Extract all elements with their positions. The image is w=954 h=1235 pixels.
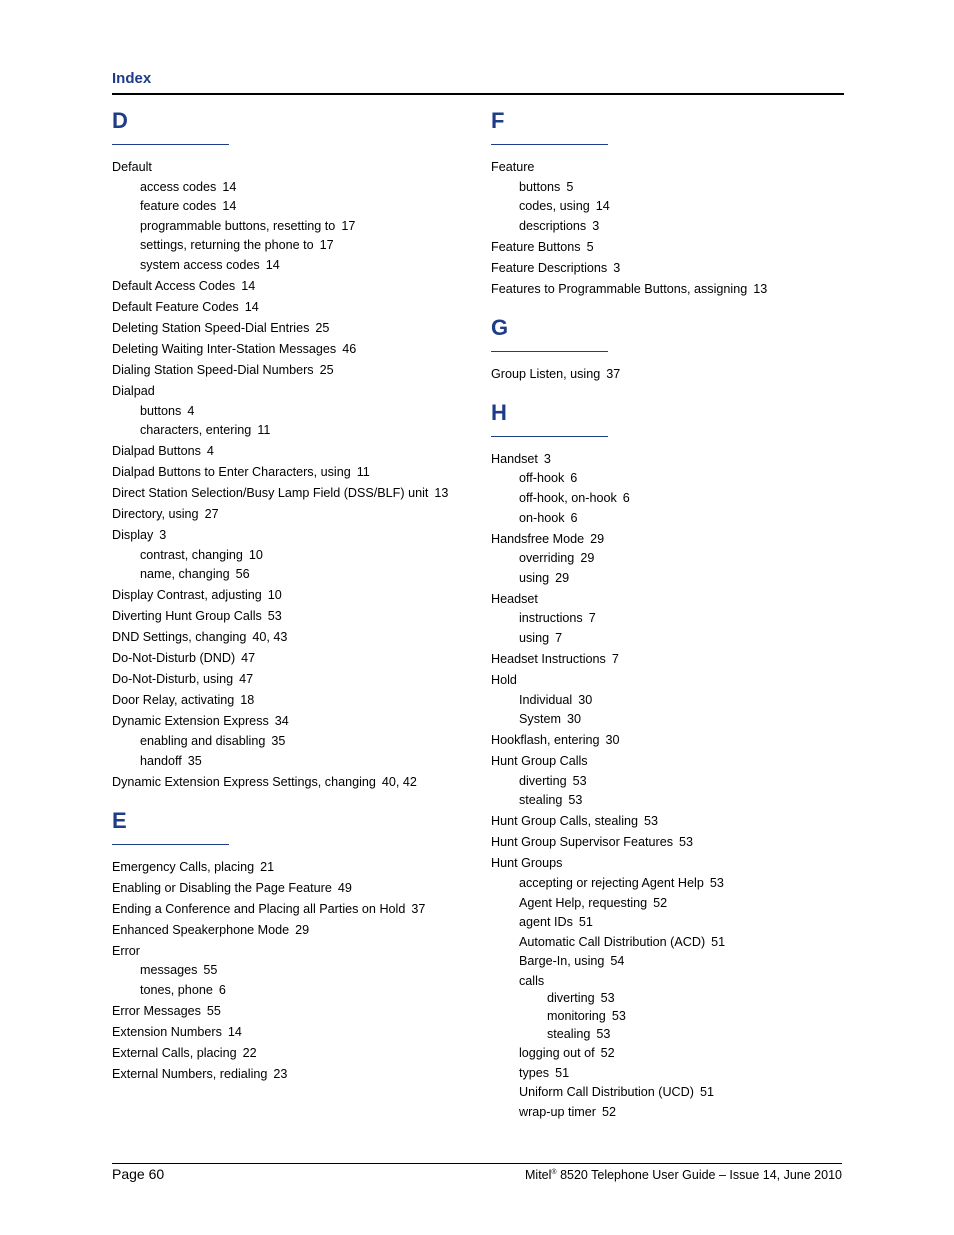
entry-page-ref[interactable]: 6 xyxy=(622,490,630,505)
entry-text: DND Settings, changing xyxy=(112,630,247,645)
entry-page-ref[interactable]: 51 xyxy=(711,934,726,949)
index-entry xyxy=(112,299,472,315)
entry-text: Enhanced Speakerphone Mode xyxy=(112,922,290,937)
entry-text: Default xyxy=(112,160,152,174)
entry-text: Uniform Call Distribution (UCD) xyxy=(519,1085,694,1100)
entry-page-ref[interactable]: 30 xyxy=(567,712,582,727)
entry-page-ref[interactable]: 4 xyxy=(187,403,195,418)
entry-page-ref[interactable]: 52 xyxy=(601,1105,616,1120)
index-subentry xyxy=(491,1104,851,1120)
index-entry xyxy=(112,1066,472,1082)
entry-text: programmable buttons, resetting to xyxy=(140,218,336,233)
entry-text: Feature Descriptions xyxy=(491,260,608,275)
entry-text: External Numbers, redialing xyxy=(112,1066,268,1081)
index-subentry xyxy=(112,237,472,253)
entry-page-ref[interactable]: 53 xyxy=(568,793,583,808)
entry-text: Default Access Codes xyxy=(112,278,236,293)
section-letter: D xyxy=(112,108,128,133)
index-column-right xyxy=(491,104,851,1120)
entry-page-ref[interactable]: 51 xyxy=(699,1085,714,1100)
entry-page-ref[interactable]: 14 xyxy=(244,299,259,314)
index-entry xyxy=(491,732,851,748)
index-entry xyxy=(112,859,472,875)
entry-text: Agent Help, requesting xyxy=(519,895,648,910)
index-subentry xyxy=(491,692,851,708)
footer-guide-title: 8520 Telephone User Guide – Issue 14, June 2010 xyxy=(556,1168,842,1182)
index-entry xyxy=(491,591,851,607)
entry-page-ref[interactable]: 29 xyxy=(295,922,310,937)
entry-text: handoff xyxy=(140,753,182,768)
index-entry xyxy=(112,362,472,378)
entry-page-ref[interactable]: 14 xyxy=(227,1024,242,1039)
entry-page-ref[interactable]: 47 xyxy=(241,651,256,666)
index-subentry xyxy=(491,610,851,626)
entry-text: characters, entering xyxy=(140,423,252,438)
index-entry xyxy=(491,239,851,255)
footer-brand: Mitel xyxy=(525,1168,552,1182)
index-subentry xyxy=(491,711,851,727)
entry-page-ref[interactable]: 14 xyxy=(222,199,237,214)
entry-text: Ending a Conference and Placing all Parties on Hold xyxy=(112,901,406,916)
entry-page-ref[interactable]: 17 xyxy=(319,238,334,253)
index-entry xyxy=(491,651,851,667)
entry-text: accepting or rejecting Agent Help xyxy=(519,875,704,890)
index-subentry xyxy=(112,982,472,998)
index-entry xyxy=(112,341,472,357)
entry-page-ref[interactable]: 30 xyxy=(605,733,620,748)
section-letter: G xyxy=(491,314,509,340)
footer-page-number: Page 60 xyxy=(112,1166,165,1182)
index-subentry xyxy=(112,733,472,749)
entry-text: types xyxy=(519,1065,550,1080)
entry-page-ref[interactable]: 35 xyxy=(271,733,286,748)
entry-text: instructions xyxy=(519,611,583,626)
entry-page-ref[interactable]: 10 xyxy=(248,547,263,562)
index-subentry xyxy=(112,257,472,273)
index-subentry xyxy=(112,566,472,582)
entry-text: Hunt Groups xyxy=(491,856,563,871)
entry-text: access codes xyxy=(140,179,217,194)
index-subentry xyxy=(491,1026,851,1042)
entry-text: agent IDs xyxy=(519,915,573,930)
entry-page-ref[interactable]: 18 xyxy=(240,693,255,708)
entry-text: Dialpad Buttons xyxy=(112,444,201,459)
entry-text: buttons xyxy=(140,403,182,418)
index-entry xyxy=(112,1045,472,1061)
entry-text: Default Feature Codes xyxy=(112,299,239,314)
entry-page-ref[interactable]: 53 xyxy=(596,1026,611,1041)
index-subentry xyxy=(112,547,472,563)
entry-text: Display xyxy=(112,528,154,543)
entry-text: Hunt Group Supervisor Features xyxy=(491,835,673,850)
entry-page-ref[interactable]: 29 xyxy=(555,570,570,585)
index-subentry xyxy=(491,792,851,808)
index-entry xyxy=(112,650,472,666)
index-entry xyxy=(112,506,472,522)
index-subentry xyxy=(491,1084,851,1100)
entry-page-ref[interactable]: 49 xyxy=(337,880,352,895)
index-subentry xyxy=(112,753,472,769)
entry-page-ref[interactable]: 22 xyxy=(242,1045,257,1060)
entry-page-ref[interactable]: 4 xyxy=(206,444,214,459)
index-subentry xyxy=(112,179,472,195)
entry-page-ref[interactable]: 53 xyxy=(709,875,724,890)
entry-page-ref[interactable]: 54 xyxy=(610,954,625,969)
entry-page-ref[interactable]: 55 xyxy=(203,963,218,978)
index-subentry xyxy=(491,198,851,214)
entry-text: Error Messages xyxy=(112,1003,201,1018)
entry-page-ref[interactable]: 14 xyxy=(595,199,610,214)
entry-page-ref[interactable]: 7 xyxy=(611,651,619,666)
section-rule xyxy=(491,351,608,352)
index-subentry xyxy=(491,953,851,969)
entry-page-ref[interactable]: 40, 42 xyxy=(381,774,417,789)
index-subentry xyxy=(491,179,851,195)
entry-page-ref[interactable]: 53 xyxy=(679,835,694,850)
index-entry xyxy=(112,692,472,708)
entry-page-ref[interactable]: 6 xyxy=(570,510,578,525)
entry-text: Handsfree Mode xyxy=(491,531,585,546)
entry-text: Hunt Group Calls, stealing xyxy=(491,814,638,829)
index-subentry xyxy=(491,550,851,566)
entry-page-ref[interactable]: 40, 43 xyxy=(252,630,288,645)
entry-text: on-hook xyxy=(519,510,565,525)
entry-page-ref[interactable]: 11 xyxy=(356,465,370,480)
section-letter: E xyxy=(112,807,127,833)
index-entry xyxy=(491,672,851,688)
section-rule xyxy=(491,436,608,437)
entry-page-ref[interactable]: 5 xyxy=(566,179,574,194)
index-subentry xyxy=(491,914,851,930)
entry-page-ref[interactable]: 3 xyxy=(159,528,167,543)
entry-text: tones, phone xyxy=(140,982,213,997)
index-subentry xyxy=(491,218,851,234)
entry-page-ref[interactable]: 34 xyxy=(274,714,289,729)
entry-text: Dialing Station Speed-Dial Numbers xyxy=(112,362,314,377)
entry-text: Enabling or Disabling the Page Feature xyxy=(112,880,332,895)
index-subentry xyxy=(112,403,472,419)
index-subentry xyxy=(491,630,851,646)
entry-text: Headset xyxy=(491,591,538,606)
entry-page-ref[interactable]: 14 xyxy=(241,278,256,293)
entry-page-ref[interactable]: 53 xyxy=(267,609,282,624)
entry-text: wrap-up timer xyxy=(519,1105,596,1120)
section-letter: H xyxy=(491,399,507,425)
header-rule xyxy=(112,93,844,95)
entry-page-ref[interactable]: 51 xyxy=(555,1065,570,1080)
index-entry xyxy=(112,671,472,687)
entry-text: Directory, using xyxy=(112,507,199,522)
entry-page-ref[interactable]: 10 xyxy=(267,588,282,603)
index-entry xyxy=(112,159,472,175)
index-subentry xyxy=(112,198,472,214)
entry-page-ref[interactable]: 14 xyxy=(222,179,237,194)
entry-page-ref[interactable]: 13 xyxy=(434,486,449,501)
index-subentry xyxy=(491,875,851,891)
entry-text: diverting xyxy=(519,773,567,788)
entry-text: calls xyxy=(519,973,545,988)
entry-page-ref[interactable]: 30 xyxy=(578,692,593,707)
entry-page-ref[interactable]: 7 xyxy=(588,611,596,626)
entry-text: System xyxy=(519,712,561,727)
entry-text: Dialpad xyxy=(112,383,155,398)
entry-page-ref[interactable]: 3 xyxy=(592,218,600,233)
entry-text: Dynamic Extension Express Settings, changing xyxy=(112,774,376,789)
entry-page-ref[interactable]: 47 xyxy=(239,672,254,687)
entry-page-ref[interactable]: 17 xyxy=(341,218,356,233)
entry-page-ref[interactable]: 21 xyxy=(260,859,275,874)
index-subentry xyxy=(112,218,472,234)
index-entry xyxy=(112,1024,472,1040)
entry-page-ref[interactable]: 29 xyxy=(580,551,595,566)
index-entry xyxy=(112,443,472,459)
footer-rule xyxy=(112,1163,842,1164)
index-entry xyxy=(491,813,851,829)
index-subentry xyxy=(491,1065,851,1081)
section-gap xyxy=(491,297,851,311)
entry-text: Deleting Station Speed-Dial Entries xyxy=(112,320,310,335)
entry-page-ref[interactable]: 51 xyxy=(578,915,593,930)
entry-text: Features to Programmable Buttons, assigning xyxy=(491,281,748,296)
entry-text: name, changing xyxy=(140,567,230,582)
section-rule xyxy=(112,144,229,145)
index-entry xyxy=(491,855,851,871)
entry-text: settings, returning the phone to xyxy=(140,238,314,253)
index-entry xyxy=(112,320,472,336)
section-rule xyxy=(112,844,229,845)
entry-text: Headset Instructions xyxy=(491,651,606,666)
index-entry xyxy=(112,943,472,959)
section-gap xyxy=(112,790,472,804)
index-entry xyxy=(491,159,851,175)
entry-text: Hunt Group Calls xyxy=(491,754,588,769)
entry-page-ref[interactable]: 37 xyxy=(411,901,426,916)
entry-text: contrast, changing xyxy=(140,547,243,562)
index-subentry xyxy=(491,510,851,526)
running-header-title: Index xyxy=(112,70,152,87)
entry-text: Handset xyxy=(491,451,538,466)
index-entry xyxy=(112,587,472,603)
index-entry xyxy=(112,608,472,624)
index-subentry xyxy=(491,773,851,789)
entry-page-ref[interactable]: 35 xyxy=(187,753,202,768)
entry-page-ref[interactable]: 46 xyxy=(342,341,357,356)
entry-page-ref[interactable]: 7 xyxy=(555,630,563,645)
entry-text: logging out of xyxy=(519,1046,595,1061)
entry-text: Individual xyxy=(519,692,573,707)
index-entry xyxy=(112,713,472,729)
entry-text: feature codes xyxy=(140,199,217,214)
entry-text: Do-Not-Disturb, using xyxy=(112,672,234,687)
index-subentry xyxy=(112,422,472,438)
index-entry xyxy=(112,464,472,480)
section-letter: F xyxy=(491,108,505,133)
entry-page-ref[interactable]: 11 xyxy=(257,423,271,438)
entry-text: off-hook xyxy=(519,471,565,486)
entry-text: Dialpad Buttons to Enter Characters, using xyxy=(112,465,351,480)
index-entry xyxy=(112,880,472,896)
entry-text: codes, using xyxy=(519,199,590,214)
entry-page-ref[interactable]: 6 xyxy=(570,471,578,486)
entry-page-ref[interactable]: 23 xyxy=(273,1066,288,1081)
entry-text: off-hook, on-hook xyxy=(519,490,617,505)
index-entry xyxy=(491,451,851,467)
registered-mark: ® xyxy=(551,1168,557,1176)
index-entry xyxy=(112,1003,472,1019)
entry-text: Hookflash, entering xyxy=(491,733,600,748)
entry-text: monitoring xyxy=(547,1009,606,1024)
index-subentry xyxy=(491,973,851,989)
index-subentry xyxy=(491,934,851,950)
index-entry xyxy=(491,531,851,547)
index-entry xyxy=(491,366,851,382)
entry-text: enabling and disabling xyxy=(140,733,266,748)
index-entry xyxy=(112,485,472,501)
entry-text: descriptions xyxy=(519,218,587,233)
entry-text: Do-Not-Disturb (DND) xyxy=(112,651,236,666)
index-entry xyxy=(112,901,472,917)
entry-page-ref[interactable]: 52 xyxy=(600,1046,615,1061)
index-entry xyxy=(112,527,472,543)
section-rule xyxy=(491,144,608,145)
entry-text: messages xyxy=(140,963,198,978)
entry-text: Display Contrast, adjusting xyxy=(112,588,262,603)
entry-text: overriding xyxy=(519,551,575,566)
entry-text: Error xyxy=(112,943,140,958)
entry-page-ref[interactable]: 27 xyxy=(204,507,219,522)
entry-text: Dynamic Extension Express xyxy=(112,714,269,729)
entry-page-ref[interactable]: 52 xyxy=(653,895,668,910)
index-subentry xyxy=(491,1008,851,1024)
entry-page-ref[interactable]: 53 xyxy=(572,773,587,788)
entry-text: Emergency Calls, placing xyxy=(112,859,255,874)
entry-page-ref[interactable]: 37 xyxy=(606,366,621,381)
entry-text: Feature Buttons xyxy=(491,239,581,254)
index-entry xyxy=(112,774,472,790)
entry-text: stealing xyxy=(519,793,563,808)
entry-text: Hold xyxy=(491,672,517,687)
entry-page-ref[interactable]: 55 xyxy=(206,1003,221,1018)
index-entry xyxy=(491,260,851,276)
entry-page-ref[interactable]: 29 xyxy=(590,531,605,546)
index-entry xyxy=(491,281,851,297)
index-entry xyxy=(491,753,851,769)
entry-text: buttons xyxy=(519,179,561,194)
entry-text: system access codes xyxy=(140,257,260,272)
index-subentry xyxy=(491,895,851,911)
entry-text: Barge-In, using xyxy=(519,954,605,969)
index-entry xyxy=(112,383,472,399)
index-subentry xyxy=(112,962,472,978)
index-entry xyxy=(491,834,851,850)
entry-page-ref[interactable]: 53 xyxy=(611,1009,626,1024)
entry-text: Diverting Hunt Group Calls xyxy=(112,609,262,624)
index-column-left xyxy=(112,104,472,1082)
entry-page-ref[interactable]: 6 xyxy=(218,982,226,997)
entry-text: Deleting Waiting Inter-Station Messages xyxy=(112,341,337,356)
entry-text: Feature xyxy=(491,160,535,174)
entry-page-ref[interactable]: 13 xyxy=(753,281,768,296)
entry-page-ref[interactable]: 53 xyxy=(600,991,615,1006)
entry-text: stealing xyxy=(547,1026,591,1041)
entry-text: Automatic Call Distribution (ACD) xyxy=(519,934,706,949)
entry-text: Extension Numbers xyxy=(112,1024,222,1039)
index-subentry xyxy=(491,470,851,486)
index-subentry xyxy=(491,570,851,586)
index-entry xyxy=(112,629,472,645)
entry-page-ref[interactable]: 25 xyxy=(319,362,334,377)
entry-text: Group Listen, using xyxy=(491,366,601,381)
section-gap xyxy=(491,382,851,396)
entry-page-ref[interactable]: 56 xyxy=(235,567,250,582)
entry-text: External Calls, placing xyxy=(112,1045,237,1060)
entry-text: using xyxy=(519,630,550,645)
entry-page-ref[interactable]: 5 xyxy=(586,239,594,254)
footer-doc-title xyxy=(525,1168,842,1182)
index-subentry xyxy=(491,490,851,506)
entry-page-ref[interactable]: 3 xyxy=(543,451,551,466)
index-entry xyxy=(112,922,472,938)
entry-page-ref[interactable]: 3 xyxy=(613,260,621,275)
entry-page-ref[interactable]: 14 xyxy=(265,257,280,272)
index-entry xyxy=(112,278,472,294)
entry-text: using xyxy=(519,570,550,585)
entry-text: Door Relay, activating xyxy=(112,693,235,708)
entry-page-ref[interactable]: 25 xyxy=(315,320,330,335)
entry-text: Direct Station Selection/Busy Lamp Field (DSS/BLF) unit xyxy=(112,486,429,501)
index-subentry xyxy=(491,1045,851,1061)
entry-page-ref[interactable]: 53 xyxy=(644,814,659,829)
entry-text: diverting xyxy=(547,991,595,1006)
index-subentry xyxy=(491,990,851,1006)
